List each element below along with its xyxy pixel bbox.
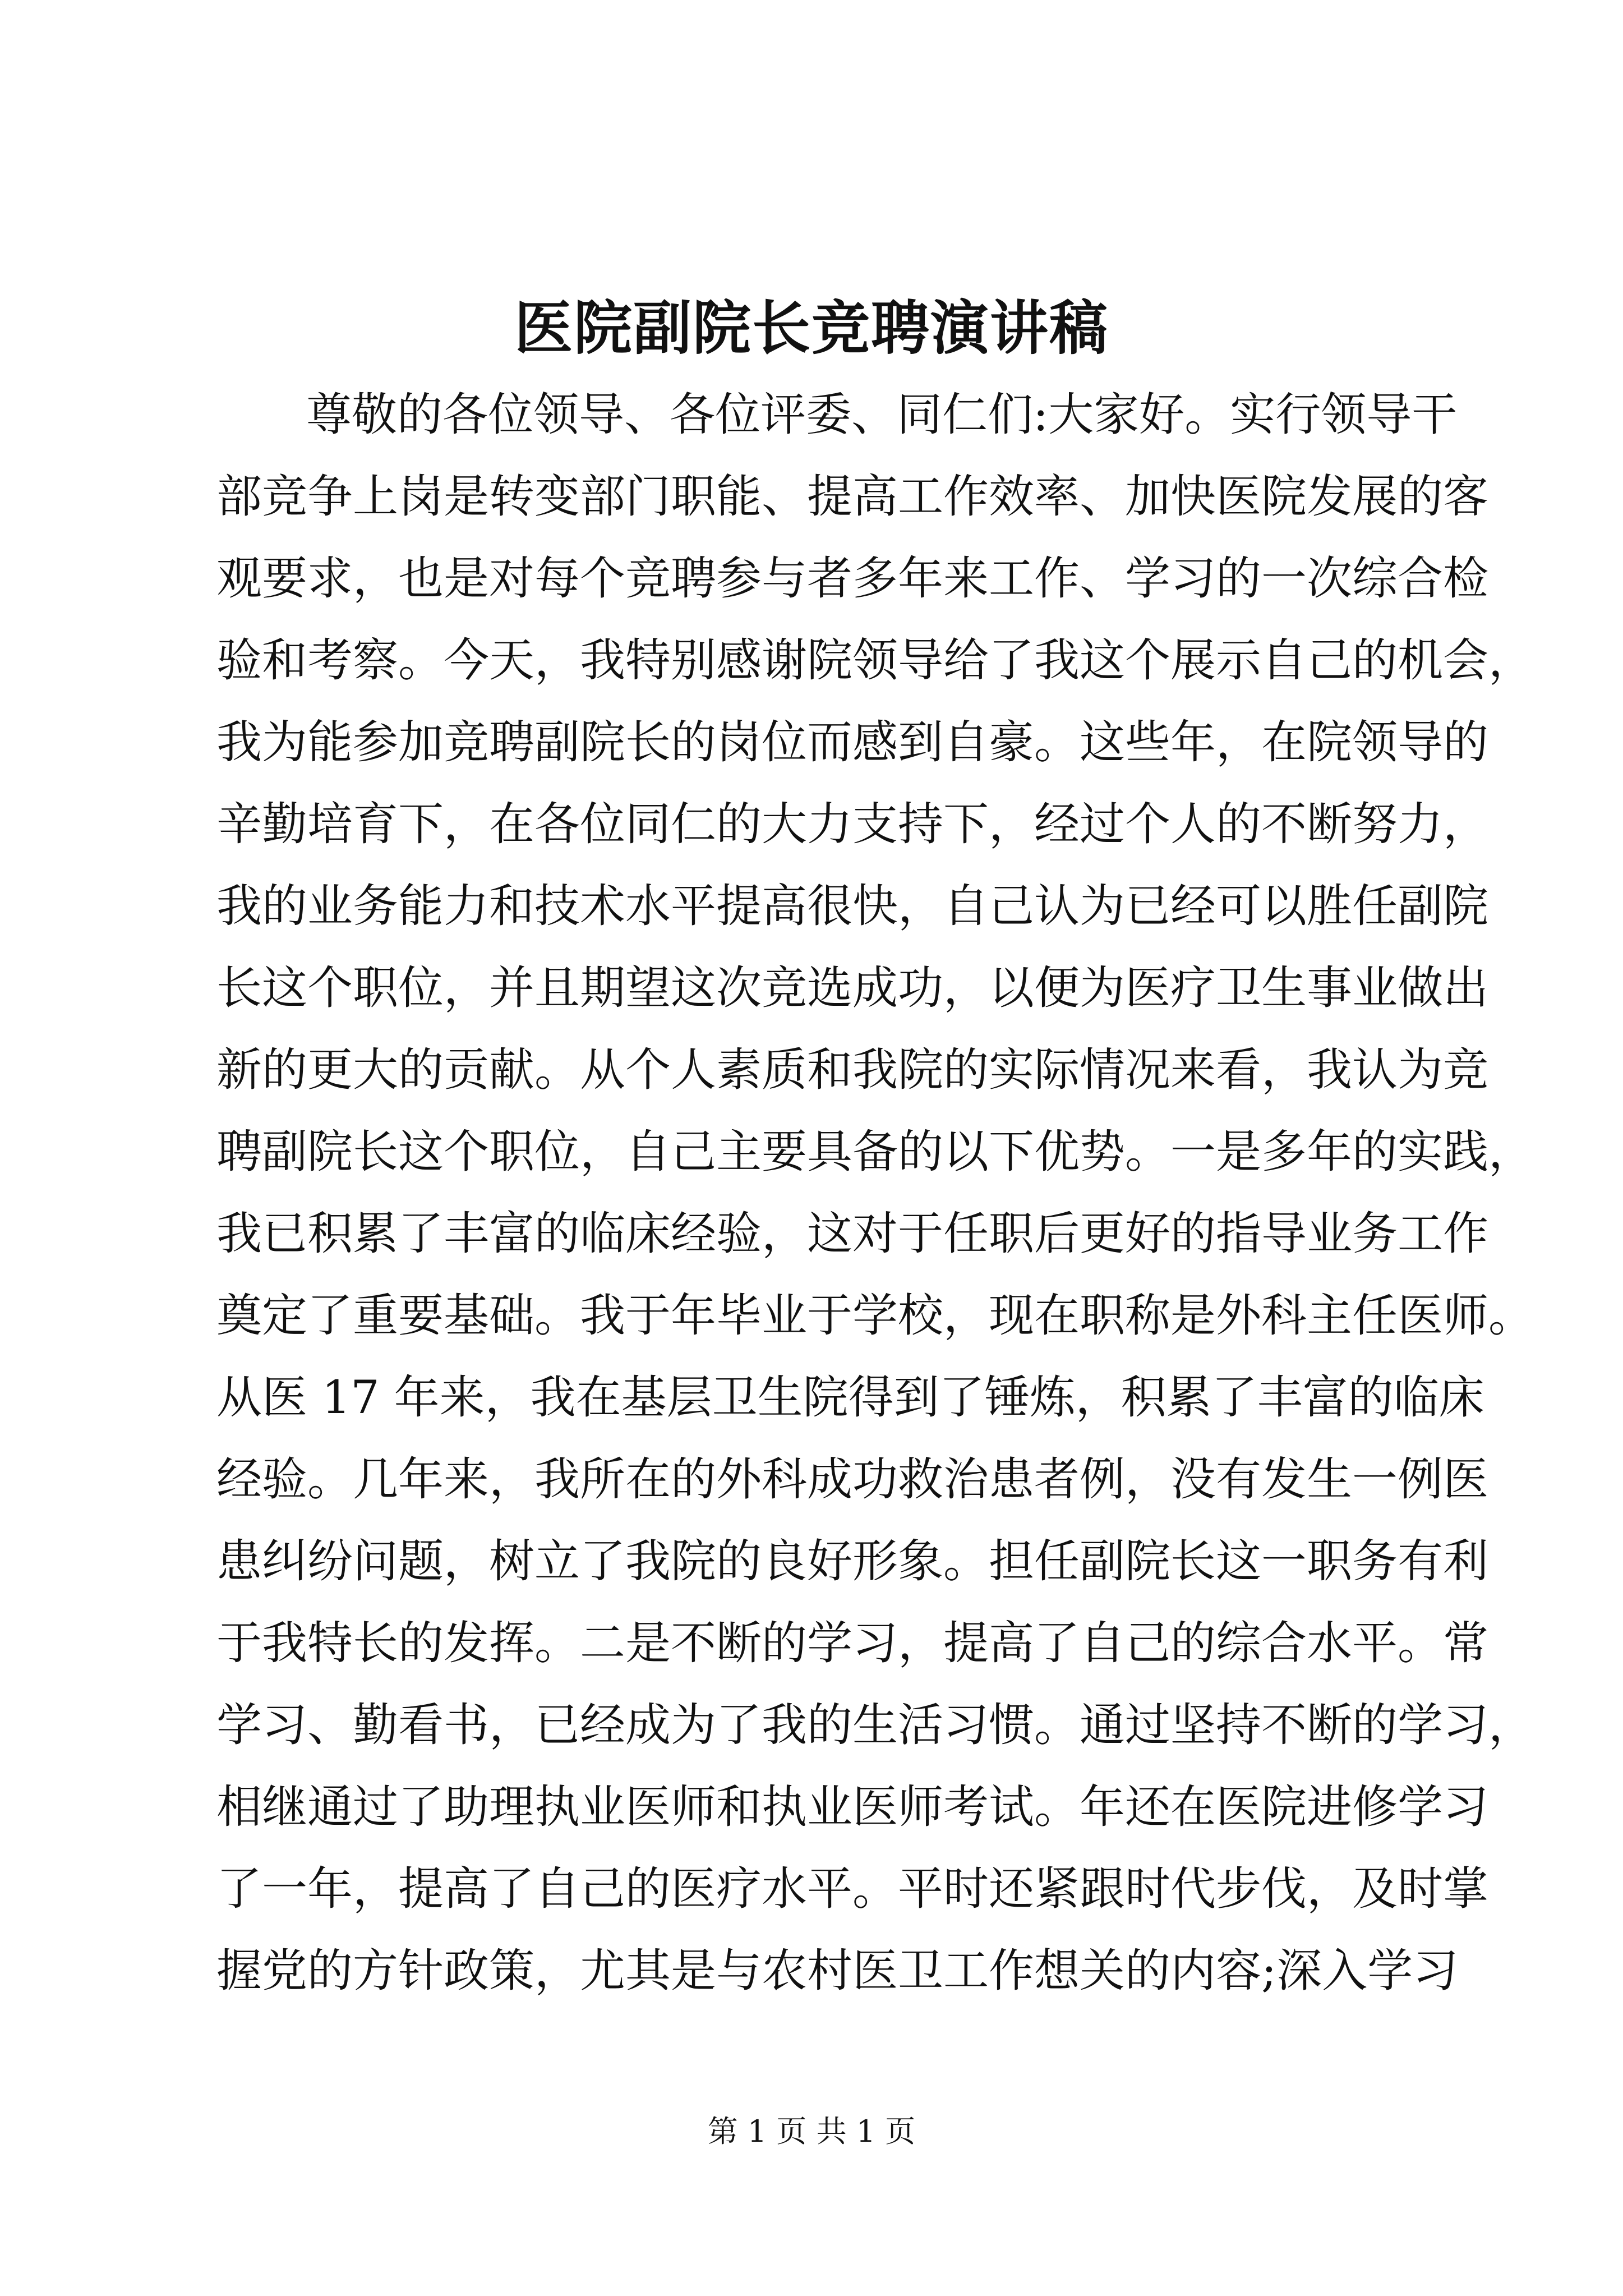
- body-line: 部竞争上岗是转变部门职能、提高工作效率、加快医院发展的客: [216, 471, 1489, 523]
- body-line: 尊敬的各位领导、各位评委、同仁们:大家好。实行领导干: [306, 389, 1458, 441]
- body-line: 经验。几年来，我所在的外科成功救治患者例，没有发生一例医: [216, 1453, 1489, 1506]
- document-body: [216, 374, 1534, 2012]
- document-title: 医院副院长竞聘演讲稿: [514, 293, 1109, 362]
- body-line: 患纠纷问题，树立了我院的良好形象。担任副院长这一职务有利: [216, 1535, 1489, 1588]
- body-line: 我已积累了丰富的临床经验，这对于任职后更好的指导业务工作: [216, 1208, 1489, 1260]
- body-line: 学习、勤看书，已经成为了我的生活习惯。通过坚持不断的学习，: [216, 1699, 1534, 1752]
- body-line: 于我特长的发挥。二是不断的学习，提高了自己的综合水平。常: [216, 1617, 1489, 1670]
- body-line: 辛勤培育下，在各位同仁的大力支持下，经过个人的不断努力，: [216, 798, 1489, 851]
- body-line: 了一年，提高了自己的医疗水平。平时还紧跟时代步伐，及时掌: [216, 1863, 1489, 1916]
- body-line: 新的更大的贡献。从个人素质和我院的实际情况来看，我认为竞: [216, 1044, 1489, 1097]
- body-line: 长这个职位，并且期望这次竞选成功，以便为医疗卫生事业做出: [216, 962, 1489, 1015]
- page-footer: 第 1 页 共 1 页: [707, 2114, 916, 2149]
- body-line: 观要求，也是对每个竞聘参与者多年来工作、学习的一次综合检: [216, 553, 1489, 605]
- body-line: 奠定了重要基础。我于年毕业于学校，现在职称是外科主任医师。: [216, 1290, 1534, 1342]
- body-line: 我为能参加竞聘副院长的岗位而感到自豪。这些年，在院领导的: [216, 716, 1489, 769]
- body-line: 从医 17 年来，我在基层卫生院得到了锤炼，积累了丰富的临床: [216, 1372, 1484, 1424]
- body-line: 我的业务能力和技术水平提高很快，自己认为已经可以胜任副院: [216, 880, 1489, 933]
- body-line: 聘副院长这个职位，自己主要具备的以下优势。一是多年的实践，: [216, 1126, 1534, 1179]
- body-line: 相继通过了助理执业医师和执业医师考试。年还在医院进修学习: [216, 1781, 1489, 1834]
- body-line: 验和考察。今天，我特别感谢院领导给了我这个展示自己的机会，: [216, 634, 1534, 687]
- body-line: 握党的方针政策，尤其是与农村医卫工作想关的内容;深入学习: [216, 1945, 1459, 1998]
